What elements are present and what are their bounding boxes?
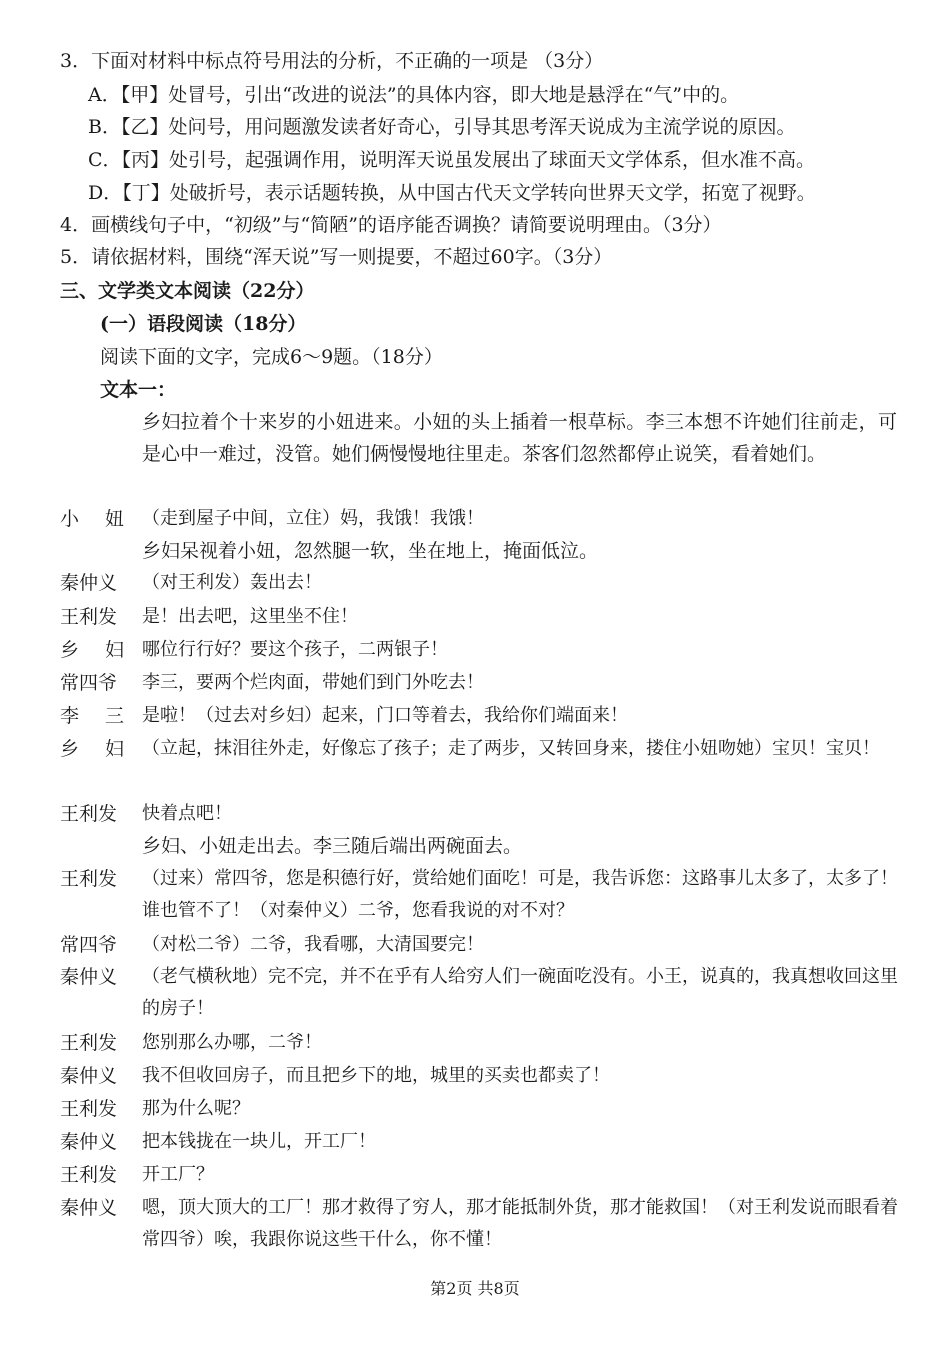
- dialogue-line: [60, 1027, 898, 1059]
- speaker-name: 王利发: [60, 1032, 118, 1054]
- dialogue-line: [60, 1060, 898, 1092]
- stage-direction: 乡妇呆视着小妞，忽然腿一软，坐在地上，掩面低泣。: [142, 540, 599, 562]
- speaker-name: 秦仲义: [60, 1197, 118, 1219]
- dialogue-line: [60, 634, 898, 666]
- speech-text: 哪位行行好？要这个孩子，二两银子！: [142, 639, 448, 660]
- dialogue-line: [60, 1192, 898, 1256]
- speech-text: （走到屋子中间，立住）妈，我饿！我饿！: [142, 508, 484, 529]
- speech-text: （对松二爷）二爷，我看哪，大清国要完！: [142, 934, 484, 955]
- speech-text: 嗯，顶大顶大的工厂！那才救得了穷人，那才能抵制外货，那才能救国！（对王利发说而眼看着常四爷）唉，我跟你说这些干什么，你不懂！: [142, 1197, 898, 1250]
- speaker-name: 秦仲义: [60, 966, 118, 988]
- option-c: C．【丙】处引号，起强调作用，说明浑天说虽发展出了球面天文学体系，但水准不高。: [88, 149, 816, 171]
- speech-text: 是！出去吧，这里坐不住！: [142, 606, 358, 627]
- speaker-name: 秦仲义: [60, 1065, 118, 1087]
- speech-text: （老气横秋地）完不完，并不在乎有人给穷人们一碗面吃没有。小王，说真的，我真想收回这里的房子！: [142, 966, 898, 1019]
- speaker-name: 乡妇: [60, 639, 151, 661]
- speaker-name: 王利发: [60, 868, 118, 890]
- narration-paragraph: 乡妇拉着个十来岁的小妞进来。小妞的头上插着一根草标。李三本想不许她们往前走，可是心中一难过，没管。她们俩慢慢地往里走。茶客们忽然都停止说笑，看着她们。: [142, 411, 897, 465]
- speaker-name: 常四爷: [60, 672, 118, 694]
- reading-instruction: 阅读下面的文字，完成6～9题。（18分）: [100, 346, 443, 368]
- question-3: 3．下面对材料中标点符号用法的分析，不正确的一项是 （3分）: [60, 50, 604, 72]
- speaker-name: 王利发: [60, 606, 118, 628]
- speaker-name: 李三: [60, 705, 151, 727]
- dialogue-line: [60, 798, 898, 830]
- dialogue-line: [60, 1126, 898, 1158]
- speech-text: （过来）常四爷，您是积德行好，赏给她们面吃！可是，我告诉您：这路事儿太多了，太多了！谁也管不了！（对秦仲义）二爷，您看我说的对不对？: [142, 868, 898, 921]
- question-5: 5．请依据材料，围绕“浑天说”写一则提要，不超过60字。（3分）: [60, 246, 613, 268]
- speech-text: （立起，抹泪往外走，好像忘了孩子；走了两步，又转回身来，搂住小妞吻她）宝贝！宝贝！: [142, 738, 880, 759]
- dialogue-line: [60, 733, 898, 765]
- speaker-name: 小妞: [60, 508, 151, 530]
- dialogue-line: [60, 601, 898, 633]
- speaker-name: 秦仲义: [60, 1131, 118, 1153]
- speaker-name: 王利发: [60, 1098, 118, 1120]
- speaker-name: 乡妇: [60, 738, 151, 760]
- stage-direction: 乡妇、小妞走出去。李三随后端出两碗面去。: [142, 835, 523, 857]
- dialogue-line: [60, 567, 898, 599]
- speech-text: 把本钱拢在一块儿，开工厂！: [142, 1131, 376, 1152]
- speech-text: 您别那么办哪，二爷！: [142, 1032, 322, 1053]
- speaker-name: 王利发: [60, 803, 118, 825]
- speaker-name: 常四爷: [60, 934, 118, 956]
- speech-text: 是啦！（过去对乡妇）起来，门口等着去，我给你们端面来！: [142, 705, 628, 726]
- speech-text: （对王利发）轰出去！: [142, 572, 322, 593]
- option-d: D．【丁】处破折号，表示话题转换，从中国古代天文学转向世界天文学，拓宽了视野。: [88, 182, 816, 204]
- text-one-label: 文本一：: [100, 379, 177, 401]
- question-4: 4．画横线句子中，“初级”与“简陋”的语序能否调换？请简要说明理由。（3分）: [60, 214, 722, 236]
- section-title: 三、文学类文本阅读（22分）: [60, 280, 315, 302]
- dialogue-line: [60, 1093, 898, 1125]
- speech-text: 那为什么呢？: [142, 1098, 250, 1119]
- speaker-name: 王利发: [60, 1164, 118, 1186]
- dialogue-line: [60, 961, 898, 1025]
- dialogue-line: [60, 503, 898, 535]
- page-number: 第2页 共8页: [430, 1279, 520, 1298]
- dialogue-line: [60, 700, 898, 732]
- speaker-name: 秦仲义: [60, 572, 118, 594]
- dialogue-line: [60, 1159, 898, 1191]
- option-a: A．【甲】处冒号，引出“改进的说法”的具体内容，即大地是悬浮在“气”中的。: [88, 84, 740, 106]
- speech-text: 快着点吧！: [142, 803, 232, 824]
- speech-text: 开工厂？: [142, 1164, 214, 1185]
- dialogue-line: [60, 929, 898, 961]
- dialogue-line: [60, 863, 898, 927]
- dialogue-line: [60, 667, 898, 699]
- speech-text: 我不但收回房子，而且把乡下的地，城里的买卖也都卖了！: [142, 1065, 610, 1086]
- option-b: B．【乙】处问号，用问题激发读者好奇心，引导其思考浑天说成为主流学说的原因。: [88, 116, 796, 138]
- subsection-title: (一）语段阅读（18分）: [100, 313, 307, 335]
- speech-text: 李三，要两个烂肉面，带她们到门外吃去！: [142, 672, 484, 693]
